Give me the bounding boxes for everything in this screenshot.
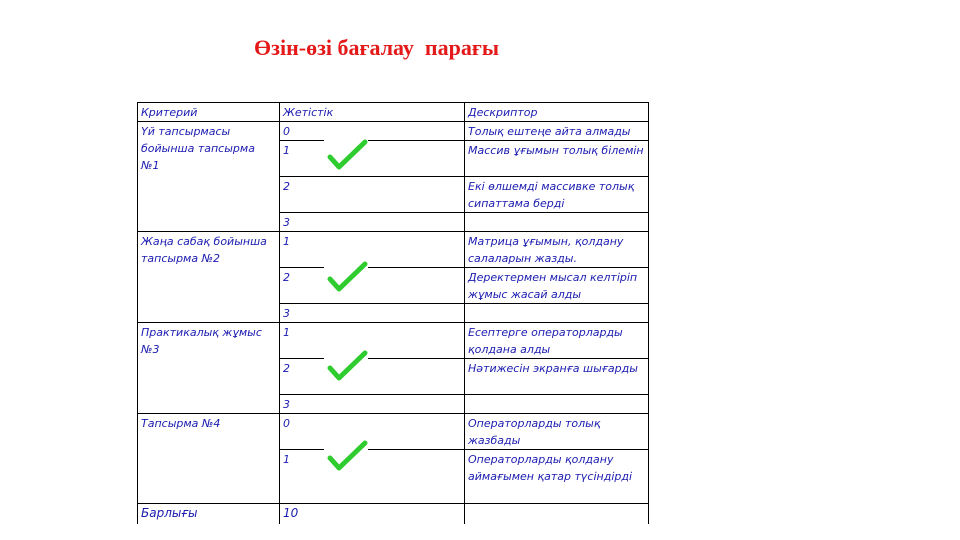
check-mark-icon xyxy=(324,260,368,294)
total-row xyxy=(138,504,649,525)
descriptor-cell: Нәтижесін экранға шығарды xyxy=(465,359,649,395)
descriptor-cell: Операторларды қолдану аймағымен қатар түсіндірді xyxy=(465,450,649,504)
total-score: 10 xyxy=(280,504,465,525)
descriptor-cell xyxy=(465,213,649,232)
descriptor-cell xyxy=(465,304,649,323)
table-header-row xyxy=(138,103,649,122)
table-row xyxy=(138,232,649,268)
criterion-cell: Практикалық жұмыс №3 xyxy=(138,323,280,414)
page-title: Өзін-өзі бағалау парағы xyxy=(254,35,500,60)
check-mark-icon xyxy=(324,439,368,473)
score-cell: 2 xyxy=(280,359,465,395)
assessment-table xyxy=(137,102,649,524)
descriptor-cell: Операторларды толық жазбады xyxy=(465,414,649,450)
descriptor-cell: Толық ештеңе айта алмады xyxy=(465,122,649,141)
score-cell: 0 xyxy=(280,414,465,450)
check-mark-icon xyxy=(324,138,368,172)
table-row xyxy=(138,323,649,359)
score-cell: 0 xyxy=(280,122,465,141)
header-achievement: Жетістік xyxy=(280,103,465,122)
score-cell: 1 xyxy=(280,232,465,268)
total-label: Барлығы xyxy=(138,504,280,525)
descriptor-cell: Есептерге операторларды қолдана алды xyxy=(465,323,649,359)
table-row xyxy=(138,122,649,141)
criterion-cell: Үй тапсырмасы бойынша тапсырма №1 xyxy=(138,122,280,232)
descriptor-cell: Матрица ұғымын, қолдану салаларын жазды. xyxy=(465,232,649,268)
descriptor-cell: Екі өлшемді массивке толық сипаттама берді xyxy=(465,177,649,213)
score-cell: 2 xyxy=(280,177,465,213)
score-cell: 3 xyxy=(280,213,465,232)
descriptor-cell xyxy=(465,395,649,414)
assessment-table-container xyxy=(137,102,648,524)
descriptor-cell: Деректермен мысал келтіріп жұмыс жасай алды xyxy=(465,268,649,304)
criterion-cell: Жаңа сабақ бойынша тапсырма №2 xyxy=(138,232,280,323)
total-descriptor xyxy=(465,504,649,525)
header-criterion: Критерий xyxy=(138,103,280,122)
score-cell: 1 xyxy=(280,141,465,177)
score-cell: 3 xyxy=(280,304,465,323)
score-cell: 2 xyxy=(280,268,465,304)
descriptor-cell: Массив ұғымын толық білемін xyxy=(465,141,649,177)
score-cell: 1 xyxy=(280,450,465,504)
score-cell: 3 xyxy=(280,395,465,414)
criterion-cell: Тапсырма №4 xyxy=(138,414,280,504)
check-mark-icon xyxy=(324,349,368,383)
header-descriptor: Дескриптор xyxy=(465,103,649,122)
table-row xyxy=(138,414,649,450)
score-cell: 1 xyxy=(280,323,465,359)
